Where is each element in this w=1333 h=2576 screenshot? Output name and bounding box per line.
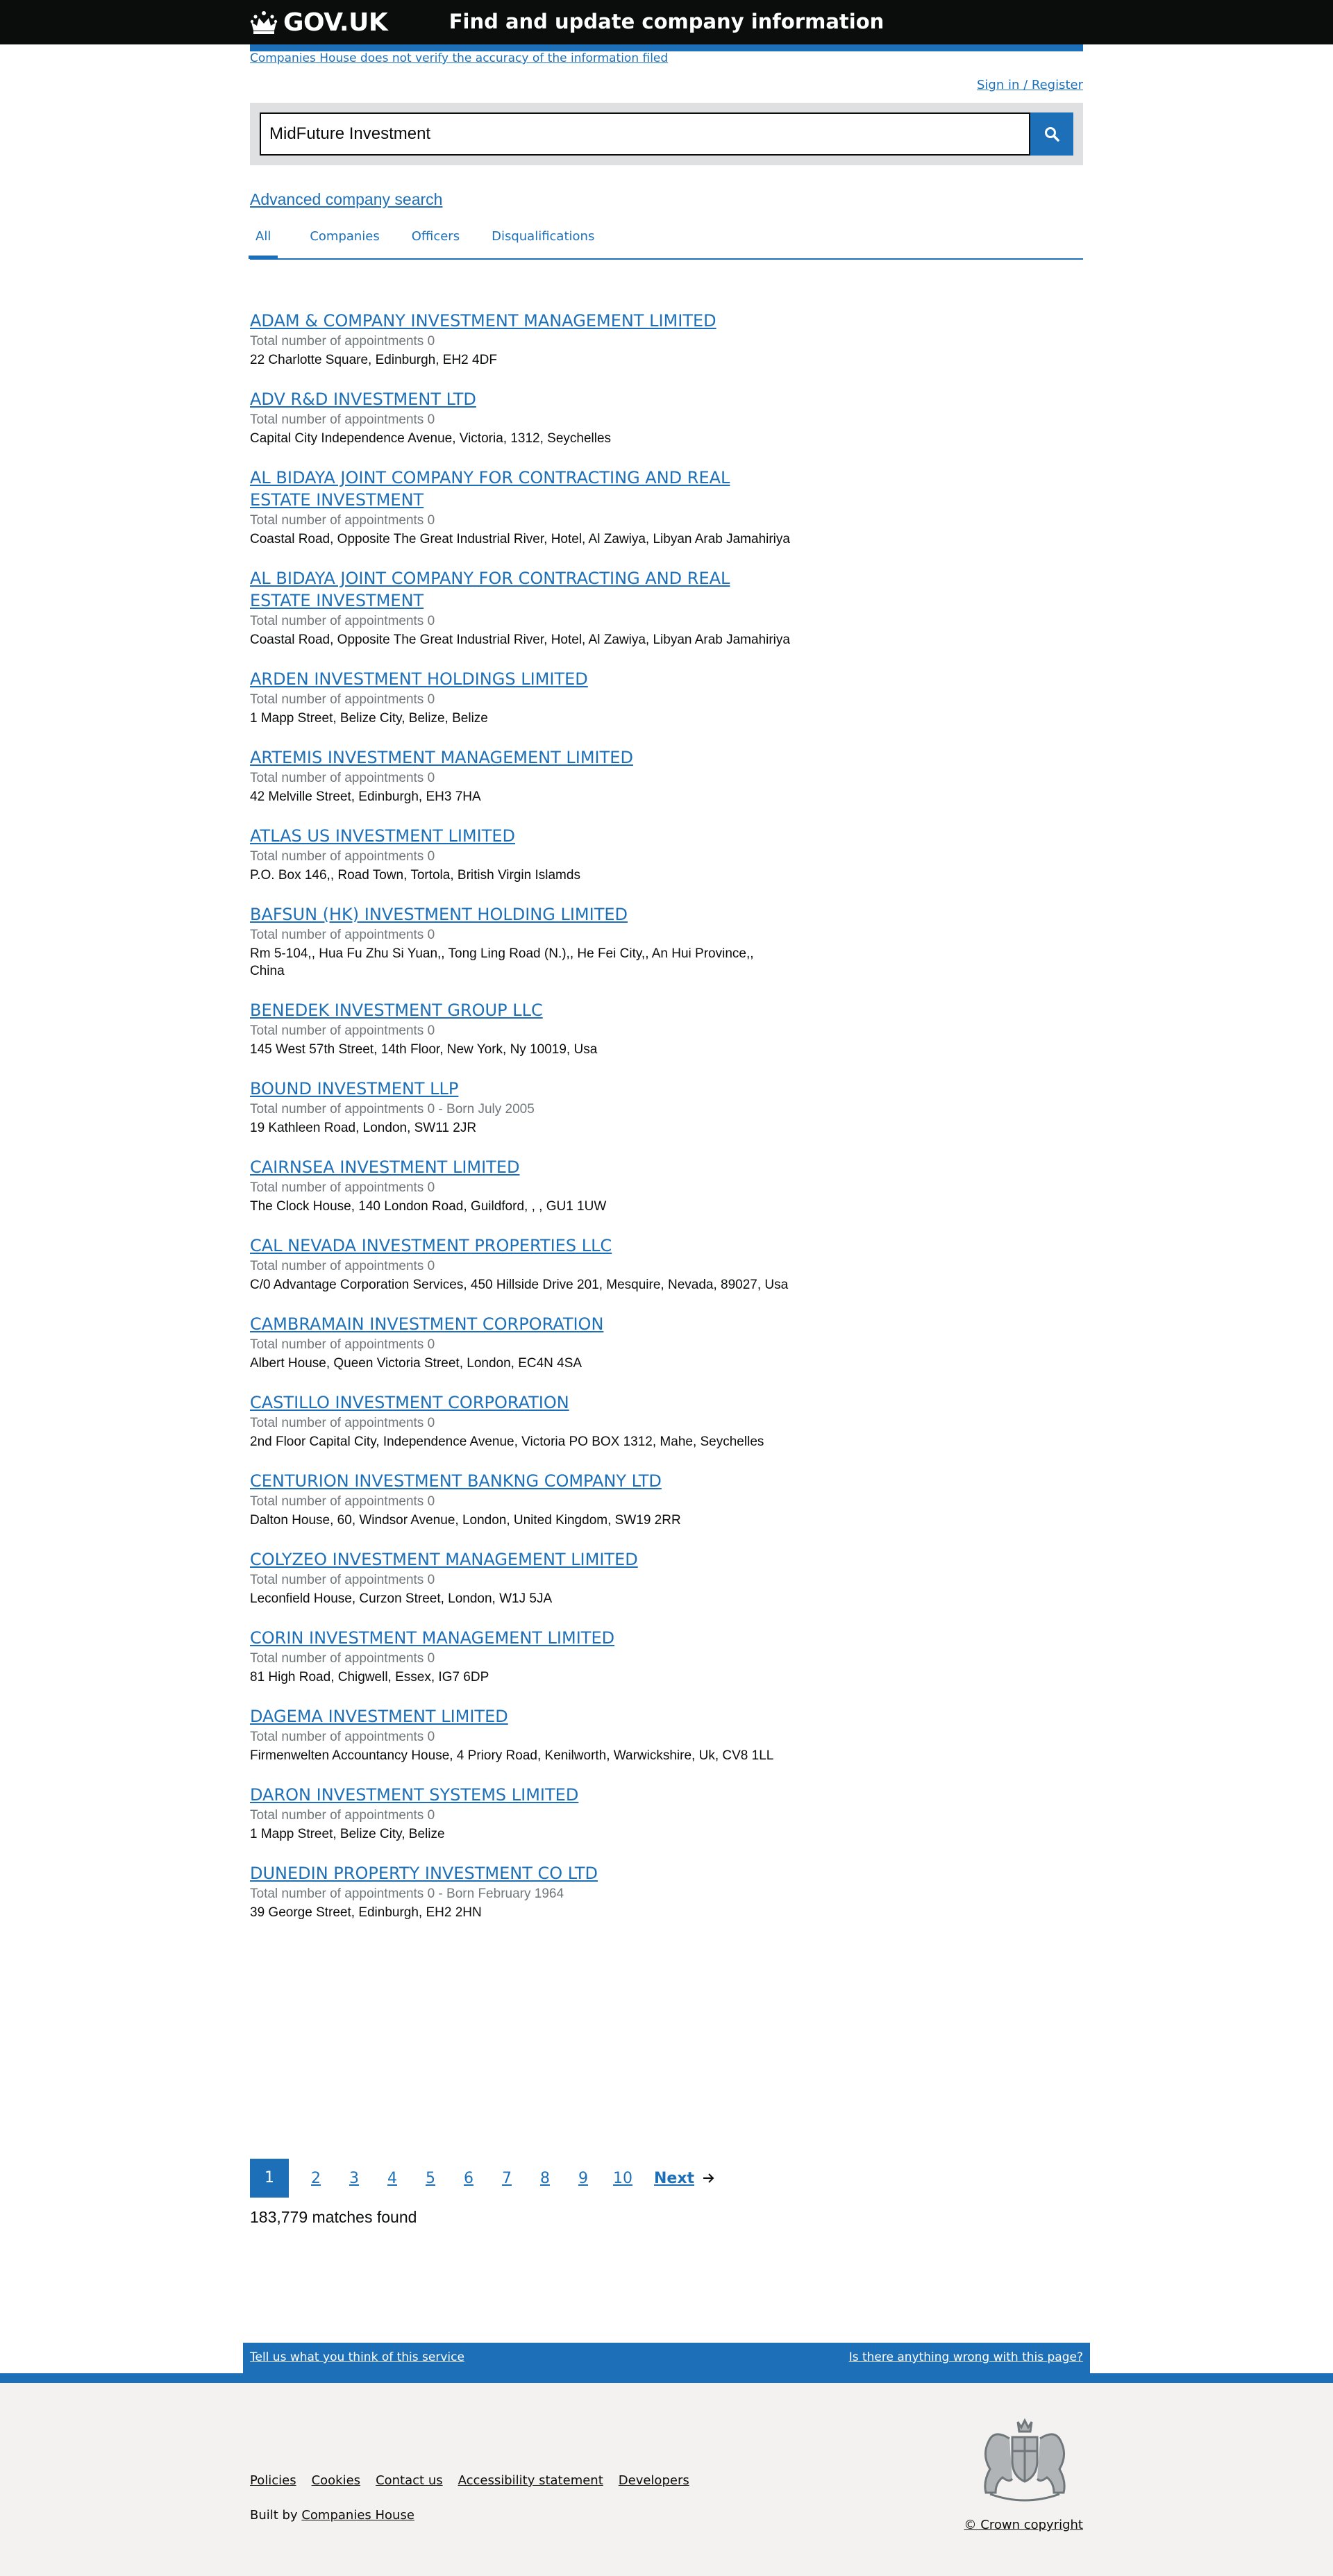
- tab-companies[interactable]: Companies: [310, 229, 380, 244]
- footer-link-contact[interactable]: Contact us: [376, 2473, 443, 2488]
- result-item: [250, 1784, 791, 1843]
- result-name-link[interactable]: DAGEMA INVESTMENT LIMITED: [250, 1707, 508, 1726]
- results-list: [250, 310, 791, 1941]
- result-meta: Total number of appointments 0: [250, 513, 435, 528]
- result-item: [250, 1078, 791, 1137]
- footer-blue-border: [0, 2373, 1333, 2383]
- govuk-logo-text: GOV.UK: [283, 8, 388, 37]
- result-name-link[interactable]: AL BIDAYA JOINT COMPANY FOR CONTRACTING AND REAL ESTATE INVESTMENT: [250, 569, 730, 610]
- result-address: Coastal Road, Opposite The Great Industrial River, Hotel, Al Zawiya, Libyan Arab Jamahiriya: [250, 532, 790, 546]
- result-item: [250, 1156, 791, 1215]
- result-item: [250, 1705, 791, 1764]
- search-icon: [1043, 126, 1060, 142]
- next-label: Next: [654, 2169, 695, 2187]
- result-item: [250, 1313, 791, 1372]
- page-9-link[interactable]: 9: [578, 2169, 588, 2187]
- advanced-search-link[interactable]: Advanced company search: [250, 190, 443, 208]
- tab-all[interactable]: All: [249, 224, 278, 259]
- result-meta: Total number of appointments 0: [250, 334, 435, 349]
- result-meta: Total number of appointments 0: [250, 1416, 435, 1430]
- disclaimer-link[interactable]: Companies House does not verify the accuracy of the information filed: [250, 51, 669, 65]
- result-meta: Total number of appointments 0: [250, 412, 435, 427]
- page-3-link[interactable]: 3: [349, 2169, 359, 2187]
- companies-house-link[interactable]: Companies House: [301, 2508, 414, 2523]
- result-name-link[interactable]: CAL NEVADA INVESTMENT PROPERTIES LLC: [250, 1236, 612, 1255]
- result-meta: Total number of appointments 0: [250, 614, 435, 628]
- page-6-link[interactable]: 6: [464, 2169, 473, 2187]
- result-address: 81 High Road, Chigwell, Essex, IG7 6DP: [250, 1670, 489, 1684]
- crown-copyright-link[interactable]: © Crown copyright: [964, 2518, 1083, 2532]
- result-name-link[interactable]: BOUND INVESTMENT LLP: [250, 1079, 459, 1098]
- pagination: [250, 2159, 715, 2198]
- site-header: [0, 0, 1333, 44]
- result-address: Rm 5-104,, Hua Fu Zhu Si Yuan,, Tong Ling Road (N.),, He Fei City,, An Hui Province,, China: [250, 946, 754, 978]
- result-item: [250, 1627, 791, 1686]
- result-meta: Total number of appointments 0: [250, 1023, 435, 1038]
- result-name-link[interactable]: ARTEMIS INVESTMENT MANAGEMENT LIMITED: [250, 748, 633, 767]
- result-item: [250, 467, 791, 548]
- search-input[interactable]: [260, 112, 1030, 156]
- result-address: The Clock House, 140 London Road, Guildford, , , GU1 1UW: [250, 1199, 607, 1214]
- result-address: Coastal Road, Opposite The Great Industrial River, Hotel, Al Zawiya, Libyan Arab Jamahiriya: [250, 633, 790, 647]
- result-name-link[interactable]: ATLAS US INVESTMENT LIMITED: [250, 826, 516, 846]
- feedback-link[interactable]: Tell us what you think of this service: [250, 2350, 464, 2364]
- result-address: 1 Mapp Street, Belize City, Belize: [250, 1827, 445, 1841]
- result-tabs: [250, 224, 1083, 260]
- result-meta: Total number of appointments 0: [250, 849, 435, 864]
- result-address: Capital City Independence Avenue, Victoria, 1312, Seychelles: [250, 431, 612, 446]
- result-item: [250, 1470, 791, 1529]
- result-item: [250, 1391, 791, 1450]
- result-name-link[interactable]: DUNEDIN PROPERTY INVESTMENT CO LTD: [250, 1864, 598, 1883]
- result-address: Dalton House, 60, Windsor Avenue, London, United Kingdom, SW19 2RR: [250, 1513, 681, 1528]
- result-meta: Total number of appointments 0: [250, 1494, 435, 1509]
- result-name-link[interactable]: DARON INVESTMENT SYSTEMS LIMITED: [250, 1785, 579, 1805]
- report-problem-link[interactable]: Is there anything wrong with this page?: [848, 2350, 1083, 2364]
- result-meta: Total number of appointments 0: [250, 1573, 435, 1587]
- result-name-link[interactable]: CASTILLO INVESTMENT CORPORATION: [250, 1393, 569, 1412]
- footer-link-accessibility[interactable]: Accessibility statement: [458, 2473, 603, 2488]
- result-meta: Total number of appointments 0: [250, 1808, 435, 1823]
- result-address: Albert House, Queen Victoria Street, London, EC4N 4SA: [250, 1356, 582, 1371]
- result-address: P.O. Box 146,, Road Town, Tortola, British Virgin Islamds: [250, 868, 580, 883]
- page-7-link[interactable]: 7: [502, 2169, 512, 2187]
- arrow-right-icon: [703, 2173, 715, 2184]
- result-meta: Total number of appointments 0 - Born February 1964: [250, 1887, 564, 1901]
- result-name-link[interactable]: CAMBRAMAIN INVESTMENT CORPORATION: [250, 1314, 604, 1334]
- result-item: [250, 999, 791, 1058]
- next-page-link[interactable]: [654, 2170, 715, 2187]
- result-address: Leconfield House, Curzon Street, London, W1J 5JA: [250, 1591, 553, 1606]
- result-address: 19 Kathleen Road, London, SW11 2JR: [250, 1121, 477, 1135]
- footer-link-developers[interactable]: Developers: [618, 2473, 689, 2488]
- result-name-link[interactable]: COLYZEO INVESTMENT MANAGEMENT LIMITED: [250, 1550, 638, 1569]
- result-item: [250, 825, 791, 884]
- result-name-link[interactable]: ADAM & COMPANY INVESTMENT MANAGEMENT LIMITED: [250, 311, 716, 331]
- page-2-link[interactable]: 2: [311, 2169, 321, 2187]
- result-name-link[interactable]: CORIN INVESTMENT MANAGEMENT LIMITED: [250, 1628, 615, 1648]
- result-meta: Total number of appointments 0 - Born July 2005: [250, 1102, 535, 1116]
- result-name-link[interactable]: CENTURION INVESTMENT BANKNG COMPANY LTD: [250, 1471, 662, 1491]
- result-meta: Total number of appointments 0: [250, 1259, 435, 1273]
- result-item: [250, 1235, 791, 1294]
- result-meta: Total number of appointments 0: [250, 1337, 435, 1352]
- result-meta: Total number of appointments 0: [250, 1730, 435, 1744]
- result-item: [250, 567, 791, 649]
- result-item: [250, 1862, 791, 1921]
- sign-in-register-link[interactable]: Sign in / Register: [976, 78, 1083, 92]
- result-address: 42 Melville Street, Edinburgh, EH3 7HA: [250, 789, 481, 804]
- result-meta: Total number of appointments 0: [250, 692, 435, 707]
- result-address: 145 West 57th Street, 14th Floor, New York, Ny 10019, Usa: [250, 1042, 598, 1057]
- header-blue-bar: [250, 44, 1083, 51]
- result-item: [250, 310, 791, 369]
- page-8-link[interactable]: 8: [540, 2169, 550, 2187]
- tab-officers[interactable]: Officers: [411, 229, 460, 244]
- result-name-link[interactable]: BENEDEK INVESTMENT GROUP LLC: [250, 1001, 543, 1020]
- built-by: [250, 2508, 414, 2523]
- tab-disqualifications[interactable]: Disqualifications: [492, 229, 595, 244]
- footer-link-cookies[interactable]: Cookies: [311, 2473, 361, 2488]
- result-meta: Total number of appointments 0: [250, 1180, 435, 1195]
- royal-coat-of-arms-icon: [969, 2414, 1080, 2505]
- feedback-bar: [243, 2343, 1090, 2373]
- result-item: [250, 746, 791, 805]
- footer-link-policies[interactable]: Policies: [250, 2473, 296, 2488]
- result-address: 22 Charlotte Square, Edinburgh, EH2 4DF: [250, 353, 497, 367]
- site-footer: [0, 2383, 1333, 2576]
- result-address: Firmenwelten Accountancy House, 4 Priory Road, Kenilworth, Warwickshire, Uk, CV8 1LL: [250, 1748, 774, 1763]
- result-address: 39 George Street, Edinburgh, EH2 2HN: [250, 1905, 482, 1920]
- result-name-link[interactable]: BAFSUN (HK) INVESTMENT HOLDING LIMITED: [250, 905, 628, 924]
- result-item: [250, 903, 791, 980]
- result-name-link[interactable]: ADV R&D INVESTMENT LTD: [250, 390, 476, 409]
- service-name[interactable]: Find and update company information: [448, 10, 885, 33]
- result-meta: Total number of appointments 0: [250, 771, 435, 785]
- result-item: [250, 1548, 791, 1607]
- footer-links: [250, 2473, 705, 2488]
- result-name-link[interactable]: CAIRNSEA INVESTMENT LIMITED: [250, 1157, 520, 1177]
- page-5-link[interactable]: 5: [426, 2169, 435, 2187]
- result-item: [250, 668, 791, 727]
- result-name-link[interactable]: AL BIDAYA JOINT COMPANY FOR CONTRACTING AND REAL ESTATE INVESTMENT: [250, 468, 730, 510]
- search-button[interactable]: [1030, 112, 1073, 156]
- result-meta: Total number of appointments 0: [250, 928, 435, 942]
- page-10-link[interactable]: 10: [613, 2169, 632, 2187]
- built-by-prefix: Built by: [250, 2508, 302, 2523]
- result-address: 1 Mapp Street, Belize City, Belize, Belize: [250, 711, 488, 726]
- result-item: [250, 388, 791, 447]
- result-address: 2nd Floor Capital City, Independence Avenue, Victoria PO BOX 1312, Mahe, Seychelles: [250, 1435, 764, 1449]
- result-address: C/0 Advantage Corporation Services, 450 Hillside Drive 201, Mesquire, Nevada, 89027, Usa: [250, 1278, 789, 1292]
- matches-count: 183,779 matches found: [250, 2208, 417, 2226]
- result-name-link[interactable]: ARDEN INVESTMENT HOLDINGS LIMITED: [250, 669, 588, 689]
- page-4-link[interactable]: 4: [387, 2169, 397, 2187]
- result-meta: Total number of appointments 0: [250, 1651, 435, 1666]
- page-1-current[interactable]: 1: [250, 2159, 289, 2198]
- search-panel: [250, 103, 1083, 165]
